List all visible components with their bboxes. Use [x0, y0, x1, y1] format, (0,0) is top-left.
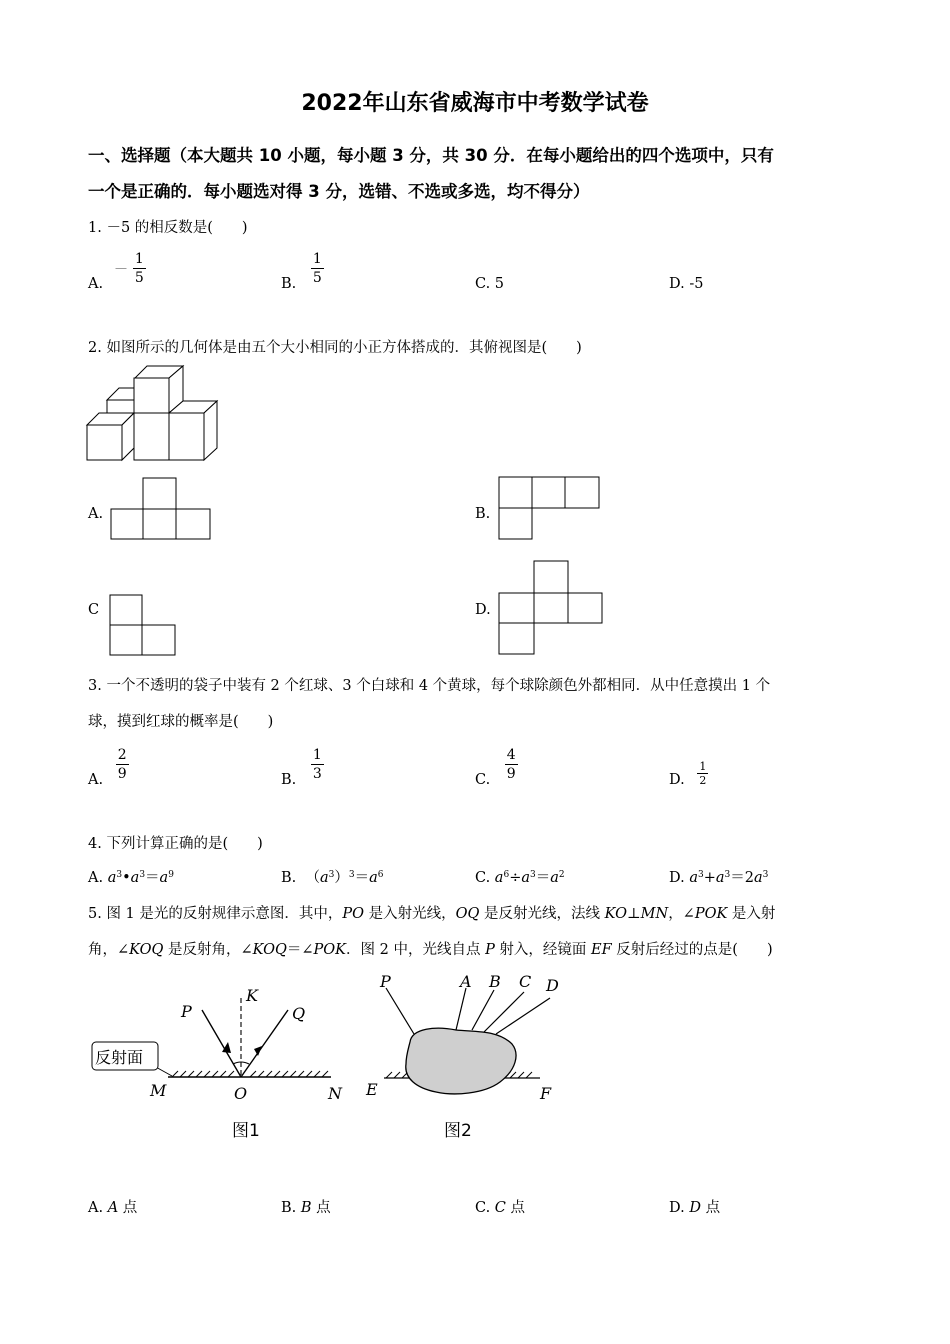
fig1-label-p: P	[181, 1002, 192, 1021]
q5-stem-line1: 5. 图 1 是光的反射规律示意图．其中，PO 是入射光线，OQ 是反射光线，法线 KO⊥MN，∠POK 是入射	[88, 906, 776, 922]
fig2-label-d: D	[546, 976, 559, 995]
fig1-surface-label: 反射面	[95, 1048, 144, 1067]
q3-stem-line2: 球，摸到红球的概率是( )	[88, 714, 274, 730]
fig2-label-p: P	[380, 972, 391, 991]
q2-option-a[interactable]: A.	[88, 506, 104, 522]
fig2-label-e: E	[366, 1080, 378, 1099]
q1-option-d[interactable]: D. -5	[669, 276, 704, 292]
q3-option-b[interactable]: B. $\frac{1}{3}$	[281, 747, 322, 788]
q1-a-fraction: $\frac{1}{5}$	[134, 251, 144, 286]
q3-a-fraction: $\frac{2}{9}$	[117, 747, 127, 782]
q2-stem: 2. 如图所示的几何体是由五个大小相同的小正方体搭成的．其俯视图是( )	[88, 340, 582, 356]
fig1-label-m: M	[150, 1081, 167, 1100]
q2-option-d[interactable]: D.	[475, 602, 491, 618]
q3-b-fraction: $\frac{1}{3}$	[312, 747, 322, 782]
fig1-caption: 图1	[232, 1121, 260, 1141]
q5-option-b[interactable]: B. B 点	[281, 1200, 331, 1216]
page-title: 2022年山东省威海市中考数学试卷	[301, 91, 649, 116]
fig1-label-n: N	[328, 1084, 342, 1103]
fig1-label-k: K	[246, 986, 258, 1005]
q5-option-d[interactable]: D. D 点	[669, 1200, 721, 1216]
fig2-label-a: A	[460, 972, 472, 991]
q3-d-fraction: $\frac{1}{2}$	[699, 760, 707, 787]
q2-option-d-figure	[498, 560, 604, 656]
q5-option-c[interactable]: C. C 点	[475, 1200, 526, 1216]
fig2-label-f: F	[540, 1084, 552, 1103]
fig1-label-o: O	[234, 1084, 248, 1103]
q3-option-c[interactable]: C. $\frac{4}{9}$	[475, 747, 516, 788]
q2-option-c-figure	[109, 594, 177, 656]
q3-c-fraction: $\frac{4}{9}$	[506, 747, 516, 782]
q2-solid-figure	[86, 366, 220, 464]
q5-stem-line2: 角，∠KOQ 是反射角，∠KOQ＝∠POK．图 2 中，光线自点 P 射入，经镜面 EF 反射后经过的点是( )	[88, 942, 773, 958]
q4-option-c[interactable]: C. $a^6\div a^3=a^2$	[475, 870, 565, 886]
q1-option-b[interactable]: B. $\frac{1}{5}$	[281, 251, 322, 292]
fig2-label-b: B	[489, 972, 501, 991]
q1-stem: 1. －5 的相反数是( )	[88, 220, 248, 236]
q3-option-a[interactable]: A. $\frac{2}{9}$	[88, 747, 127, 788]
section-header-line2: 一个是正确的．每小题选对得 3 分，选错、不选或多选，均不得分）	[88, 182, 590, 201]
q2-option-b-figure	[498, 476, 602, 540]
q2-option-a-figure	[110, 477, 212, 541]
section-header-line1: 一、选择题（本大题共 10 小题，每小题 3 分，共 30 分．在每小题给出的四个选项中，只有	[88, 146, 774, 165]
q1-option-a[interactable]: A. － $\frac{1}{5}$	[88, 251, 144, 292]
fig2-caption: 图2	[444, 1121, 472, 1141]
q1-b-fraction: $\frac{1}{5}$	[312, 251, 322, 286]
fig1-label-q: Q	[292, 1004, 306, 1023]
fig2-label-c: C	[519, 972, 532, 991]
q4-option-b[interactable]: B. $(a^3)^3=a^6$	[281, 870, 384, 886]
q4-stem: 4. 下列计算正确的是( )	[88, 836, 263, 852]
q4-option-a[interactable]: A. $a^3•a^3=a^9$	[88, 870, 174, 886]
q3-stem-line1: 3. 一个不透明的袋子中装有 2 个红球、3 个白球和 4 个黄球，每个球除颜色外都相同．从中任意摸出 1 个	[88, 678, 771, 694]
q1-option-c[interactable]: C. 5	[475, 276, 505, 292]
q2-option-c[interactable]: C	[88, 602, 100, 618]
q5-figure-2	[360, 970, 560, 1110]
q3-option-d[interactable]: D. $\frac{1}{2}$	[669, 760, 707, 788]
q5-option-a[interactable]: A. A 点	[88, 1200, 138, 1216]
q4-option-d[interactable]: D. $a^3+a^3=2a^3$	[669, 870, 769, 886]
q2-option-b[interactable]: B.	[475, 506, 491, 522]
